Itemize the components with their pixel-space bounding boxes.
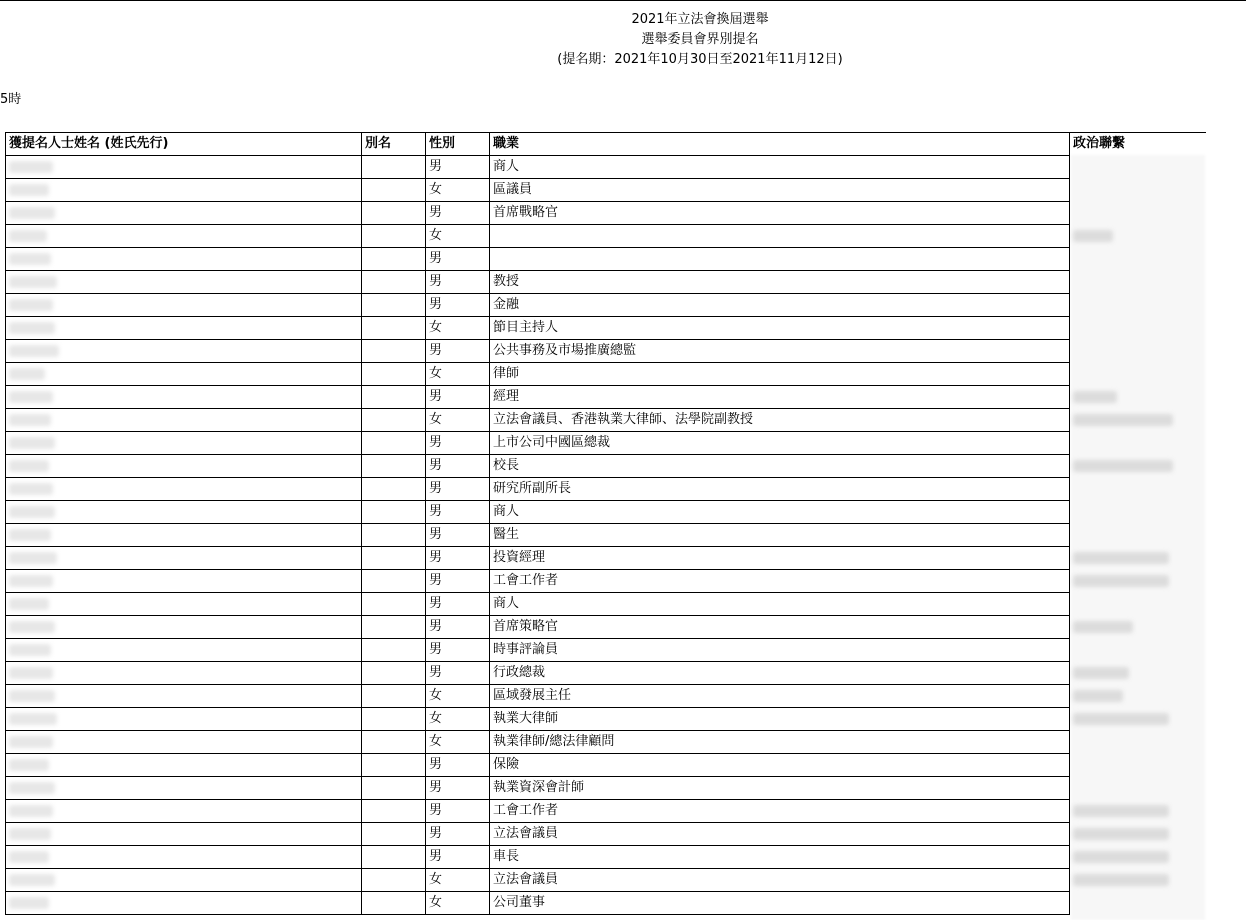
cell-gender: 男 [426,823,490,846]
cell-name-redacted [6,662,362,685]
cell-name-redacted [6,823,362,846]
cell-occupation: 執業大律師 [490,708,1070,731]
cell-occupation: 執業資深會計師 [490,777,1070,800]
cell-alias [362,616,426,639]
cell-occupation: 首席戰略官 [490,202,1070,225]
cell-alias [362,639,426,662]
cell-name-redacted [6,708,362,731]
cell-political-affiliation [1070,892,1206,915]
cell-occupation: 時事評論員 [490,639,1070,662]
cell-gender: 男 [426,777,490,800]
cell-political-affiliation [1070,317,1206,340]
cell-alias [362,708,426,731]
title-period: (提名期：2021年10月30日至2021年11月12日) [557,52,843,67]
cell-gender: 男 [426,547,490,570]
redaction-block [9,805,53,817]
cell-political-affiliation [1070,869,1206,892]
cell-political-affiliation [1070,800,1206,823]
cell-occupation: 校長 [490,455,1070,478]
cell-gender: 男 [426,248,490,271]
cell-alias [362,685,426,708]
redaction-block [9,874,55,886]
cell-alias [362,432,426,455]
cell-political-affiliation [1070,616,1206,639]
redaction-block [9,621,55,633]
cell-alias [362,179,426,202]
cell-alias [362,501,426,524]
cell-gender: 女 [426,317,490,340]
cell-occupation: 行政總裁 [490,662,1070,685]
cell-name-redacted [6,501,362,524]
redaction-block [9,736,53,748]
cell-gender: 男 [426,639,490,662]
cell-political-affiliation [1070,340,1206,363]
cell-political-affiliation [1070,248,1206,271]
cell-name-redacted [6,869,362,892]
redaction-block [9,506,55,518]
cell-occupation: 立法會議員、香港執業大律師、法學院副教授 [490,409,1070,432]
table-row [6,455,1206,478]
redaction-block [9,184,49,196]
cell-gender: 女 [426,225,490,248]
cell-gender: 男 [426,294,490,317]
cell-gender: 男 [426,846,490,869]
cell-alias [362,892,426,915]
table-row [6,777,1206,800]
column-header-occupation: 職業 [490,133,1070,156]
cell-name-redacted [6,225,362,248]
cell-occupation: 保險 [490,754,1070,777]
redaction-block [9,897,49,909]
redaction-block [1073,874,1169,886]
cell-political-affiliation [1070,524,1206,547]
cell-occupation: 公司董事 [490,892,1070,915]
cell-political-affiliation [1070,432,1206,455]
redaction-block [9,575,53,587]
cell-occupation: 工會工作者 [490,570,1070,593]
redaction-block [9,552,57,564]
cell-political-affiliation [1070,202,1206,225]
cell-occupation: 金融 [490,294,1070,317]
cell-political-affiliation [1070,823,1206,846]
cell-occupation: 律師 [490,363,1070,386]
cell-alias [362,294,426,317]
redaction-block [1073,414,1173,426]
table-row [6,317,1206,340]
table-body [6,156,1206,915]
redaction-block [1073,690,1123,702]
cell-political-affiliation [1070,409,1206,432]
redaction-block [9,345,59,357]
cell-alias [362,478,426,501]
cell-gender: 女 [426,892,490,915]
cell-name-redacted [6,363,362,386]
table-row [6,202,1206,225]
cell-gender: 男 [426,593,490,616]
redaction-block [9,529,51,541]
cell-political-affiliation [1070,179,1206,202]
cell-occupation: 教授 [490,271,1070,294]
cell-name-redacted [6,409,362,432]
cell-name-redacted [6,685,362,708]
table-row [6,662,1206,685]
cell-occupation [490,225,1070,248]
cell-alias [362,386,426,409]
cell-political-affiliation [1070,731,1206,754]
cell-alias [362,570,426,593]
cell-political-affiliation [1070,754,1206,777]
cell-alias [362,271,426,294]
cell-occupation: 經理 [490,386,1070,409]
redaction-block [9,828,51,840]
cell-gender: 女 [426,363,490,386]
cell-alias [362,800,426,823]
cell-political-affiliation [1070,708,1206,731]
table-row [6,363,1206,386]
table-row [6,731,1206,754]
table-row [6,708,1206,731]
cell-name-redacted [6,340,362,363]
cell-name-redacted [6,616,362,639]
cell-gender: 男 [426,340,490,363]
cell-alias [362,524,426,547]
cell-name-redacted [6,777,362,800]
redaction-block [9,460,49,472]
cell-political-affiliation [1070,639,1206,662]
cell-name-redacted [6,800,362,823]
cell-alias [362,846,426,869]
cell-political-affiliation [1070,501,1206,524]
redaction-block [1073,667,1129,679]
cell-name-redacted [6,179,362,202]
cell-gender: 男 [426,156,490,179]
table-row [6,570,1206,593]
redaction-block [1073,460,1173,472]
cell-alias [362,731,426,754]
table-row [6,616,1206,639]
table-row [6,248,1206,271]
cell-political-affiliation [1070,593,1206,616]
cell-occupation: 上市公司中國區總裁 [490,432,1070,455]
table-row [6,225,1206,248]
redaction-block [1073,828,1169,840]
cell-occupation: 研究所副所長 [490,478,1070,501]
redaction-block [9,276,57,288]
cell-name-redacted [6,731,362,754]
redaction-block [9,299,53,311]
nominees-table [5,132,1206,915]
cell-political-affiliation [1070,271,1206,294]
table-row [6,524,1206,547]
cell-alias [362,754,426,777]
redaction-block [9,667,53,679]
cell-alias [362,869,426,892]
cell-alias [362,662,426,685]
cell-alias [362,156,426,179]
table-row [6,409,1206,432]
cell-political-affiliation [1070,156,1206,179]
cell-occupation [490,248,1070,271]
cell-occupation: 公共事務及市場推廣總監 [490,340,1070,363]
redaction-block [9,782,55,794]
cell-gender: 男 [426,524,490,547]
redaction-block [1073,805,1169,817]
cell-gender: 男 [426,616,490,639]
cell-name-redacted [6,294,362,317]
cell-alias [362,340,426,363]
cell-gender: 男 [426,754,490,777]
redaction-block [9,322,55,334]
cell-gender: 女 [426,869,490,892]
cell-name-redacted [6,593,362,616]
redaction-block [1073,713,1169,725]
cell-name-redacted [6,524,362,547]
table-row [6,892,1206,915]
cell-name-redacted [6,432,362,455]
cell-occupation: 執業律師/總法律顧問 [490,731,1070,754]
cell-political-affiliation [1070,455,1206,478]
cell-gender: 男 [426,271,490,294]
cell-gender: 男 [426,386,490,409]
table-row [6,271,1206,294]
cell-political-affiliation [1070,478,1206,501]
table-row [6,156,1206,179]
cell-political-affiliation [1070,547,1206,570]
redaction-block [1073,230,1113,242]
cell-name-redacted [6,317,362,340]
cell-occupation: 節目主持人 [490,317,1070,340]
cell-alias [362,363,426,386]
cell-gender: 男 [426,478,490,501]
redaction-block [9,253,51,265]
redaction-block [9,414,51,426]
cell-occupation: 車長 [490,846,1070,869]
cell-alias [362,248,426,271]
column-header-gender: 性別 [426,133,490,156]
cell-name-redacted [6,271,362,294]
table-row [6,294,1206,317]
cell-occupation: 商人 [490,593,1070,616]
cell-name-redacted [6,570,362,593]
cell-gender: 女 [426,409,490,432]
redaction-block [1073,552,1169,564]
cell-political-affiliation [1070,570,1206,593]
table-row [6,501,1206,524]
column-header-alias: 別名 [362,133,426,156]
cell-political-affiliation [1070,294,1206,317]
redaction-block [9,230,47,242]
cell-occupation: 立法會議員 [490,823,1070,846]
cell-gender: 男 [426,455,490,478]
cell-name-redacted [6,892,362,915]
document-header [0,10,1246,70]
cell-alias [362,593,426,616]
table-row [6,593,1206,616]
redaction-block [1073,391,1117,403]
cell-occupation: 商人 [490,156,1070,179]
cell-political-affiliation [1070,225,1206,248]
cell-gender: 男 [426,501,490,524]
cell-political-affiliation [1070,662,1206,685]
cell-political-affiliation [1070,363,1206,386]
table-row [6,823,1206,846]
cell-gender: 男 [426,662,490,685]
redaction-block [9,690,55,702]
table-row [6,639,1206,662]
cell-gender: 男 [426,800,490,823]
table-row [6,340,1206,363]
redaction-block [9,713,57,725]
table-row [6,547,1206,570]
cell-name-redacted [6,386,362,409]
column-header-name: 獲提名人士姓名 (姓氏先行) [6,133,362,156]
table-row [6,846,1206,869]
table-row [6,754,1206,777]
cell-name-redacted [6,754,362,777]
redaction-block [1073,851,1169,863]
table-row [6,432,1206,455]
redaction-block [9,759,49,771]
cell-alias [362,202,426,225]
cell-alias [362,409,426,432]
table-row [6,179,1206,202]
cell-occupation: 投資經理 [490,547,1070,570]
cell-name-redacted [6,202,362,225]
table-header-row [6,133,1206,156]
cell-political-affiliation [1070,777,1206,800]
cell-name-redacted [6,248,362,271]
redaction-block [9,161,53,173]
cell-alias [362,455,426,478]
redaction-block [9,437,55,449]
cell-gender: 男 [426,202,490,225]
column-header-political-affiliation: 政治聯繫 [1070,133,1206,156]
cell-occupation: 首席策略官 [490,616,1070,639]
cell-name-redacted [6,846,362,869]
cell-occupation: 醫生 [490,524,1070,547]
redaction-block [9,391,53,403]
redaction-block [1073,621,1133,633]
title-nomination: 選舉委員會界別提名 [641,32,759,47]
cell-gender: 女 [426,179,490,202]
redaction-block [9,207,55,219]
cell-occupation: 立法會議員 [490,869,1070,892]
cell-alias [362,317,426,340]
cell-gender: 男 [426,570,490,593]
cell-gender: 女 [426,708,490,731]
cell-alias [362,225,426,248]
cell-gender: 女 [426,731,490,754]
cell-political-affiliation [1070,386,1206,409]
redaction-block [1073,575,1169,587]
redaction-block [9,598,49,610]
title-election: 2021年立法會換屆選舉 [631,12,769,27]
table-row [6,685,1206,708]
cell-political-affiliation [1070,685,1206,708]
redaction-block [9,644,51,656]
cell-name-redacted [6,639,362,662]
redaction-block [9,368,45,380]
cell-gender: 男 [426,432,490,455]
table-row [6,869,1206,892]
cell-alias [362,777,426,800]
cell-gender: 女 [426,685,490,708]
cell-name-redacted [6,547,362,570]
table-row [6,478,1206,501]
timestamp: 5時 [0,92,22,107]
cell-name-redacted [6,455,362,478]
table-row [6,800,1206,823]
redaction-block [9,483,53,495]
cell-occupation: 工會工作者 [490,800,1070,823]
table-row [6,386,1206,409]
top-rule [0,0,1246,1]
cell-name-redacted [6,156,362,179]
cell-occupation: 區議員 [490,179,1070,202]
cell-name-redacted [6,478,362,501]
cell-political-affiliation [1070,846,1206,869]
cell-occupation: 區域發展主任 [490,685,1070,708]
cell-occupation: 商人 [490,501,1070,524]
cell-alias [362,547,426,570]
redaction-block [9,851,49,863]
cell-alias [362,823,426,846]
